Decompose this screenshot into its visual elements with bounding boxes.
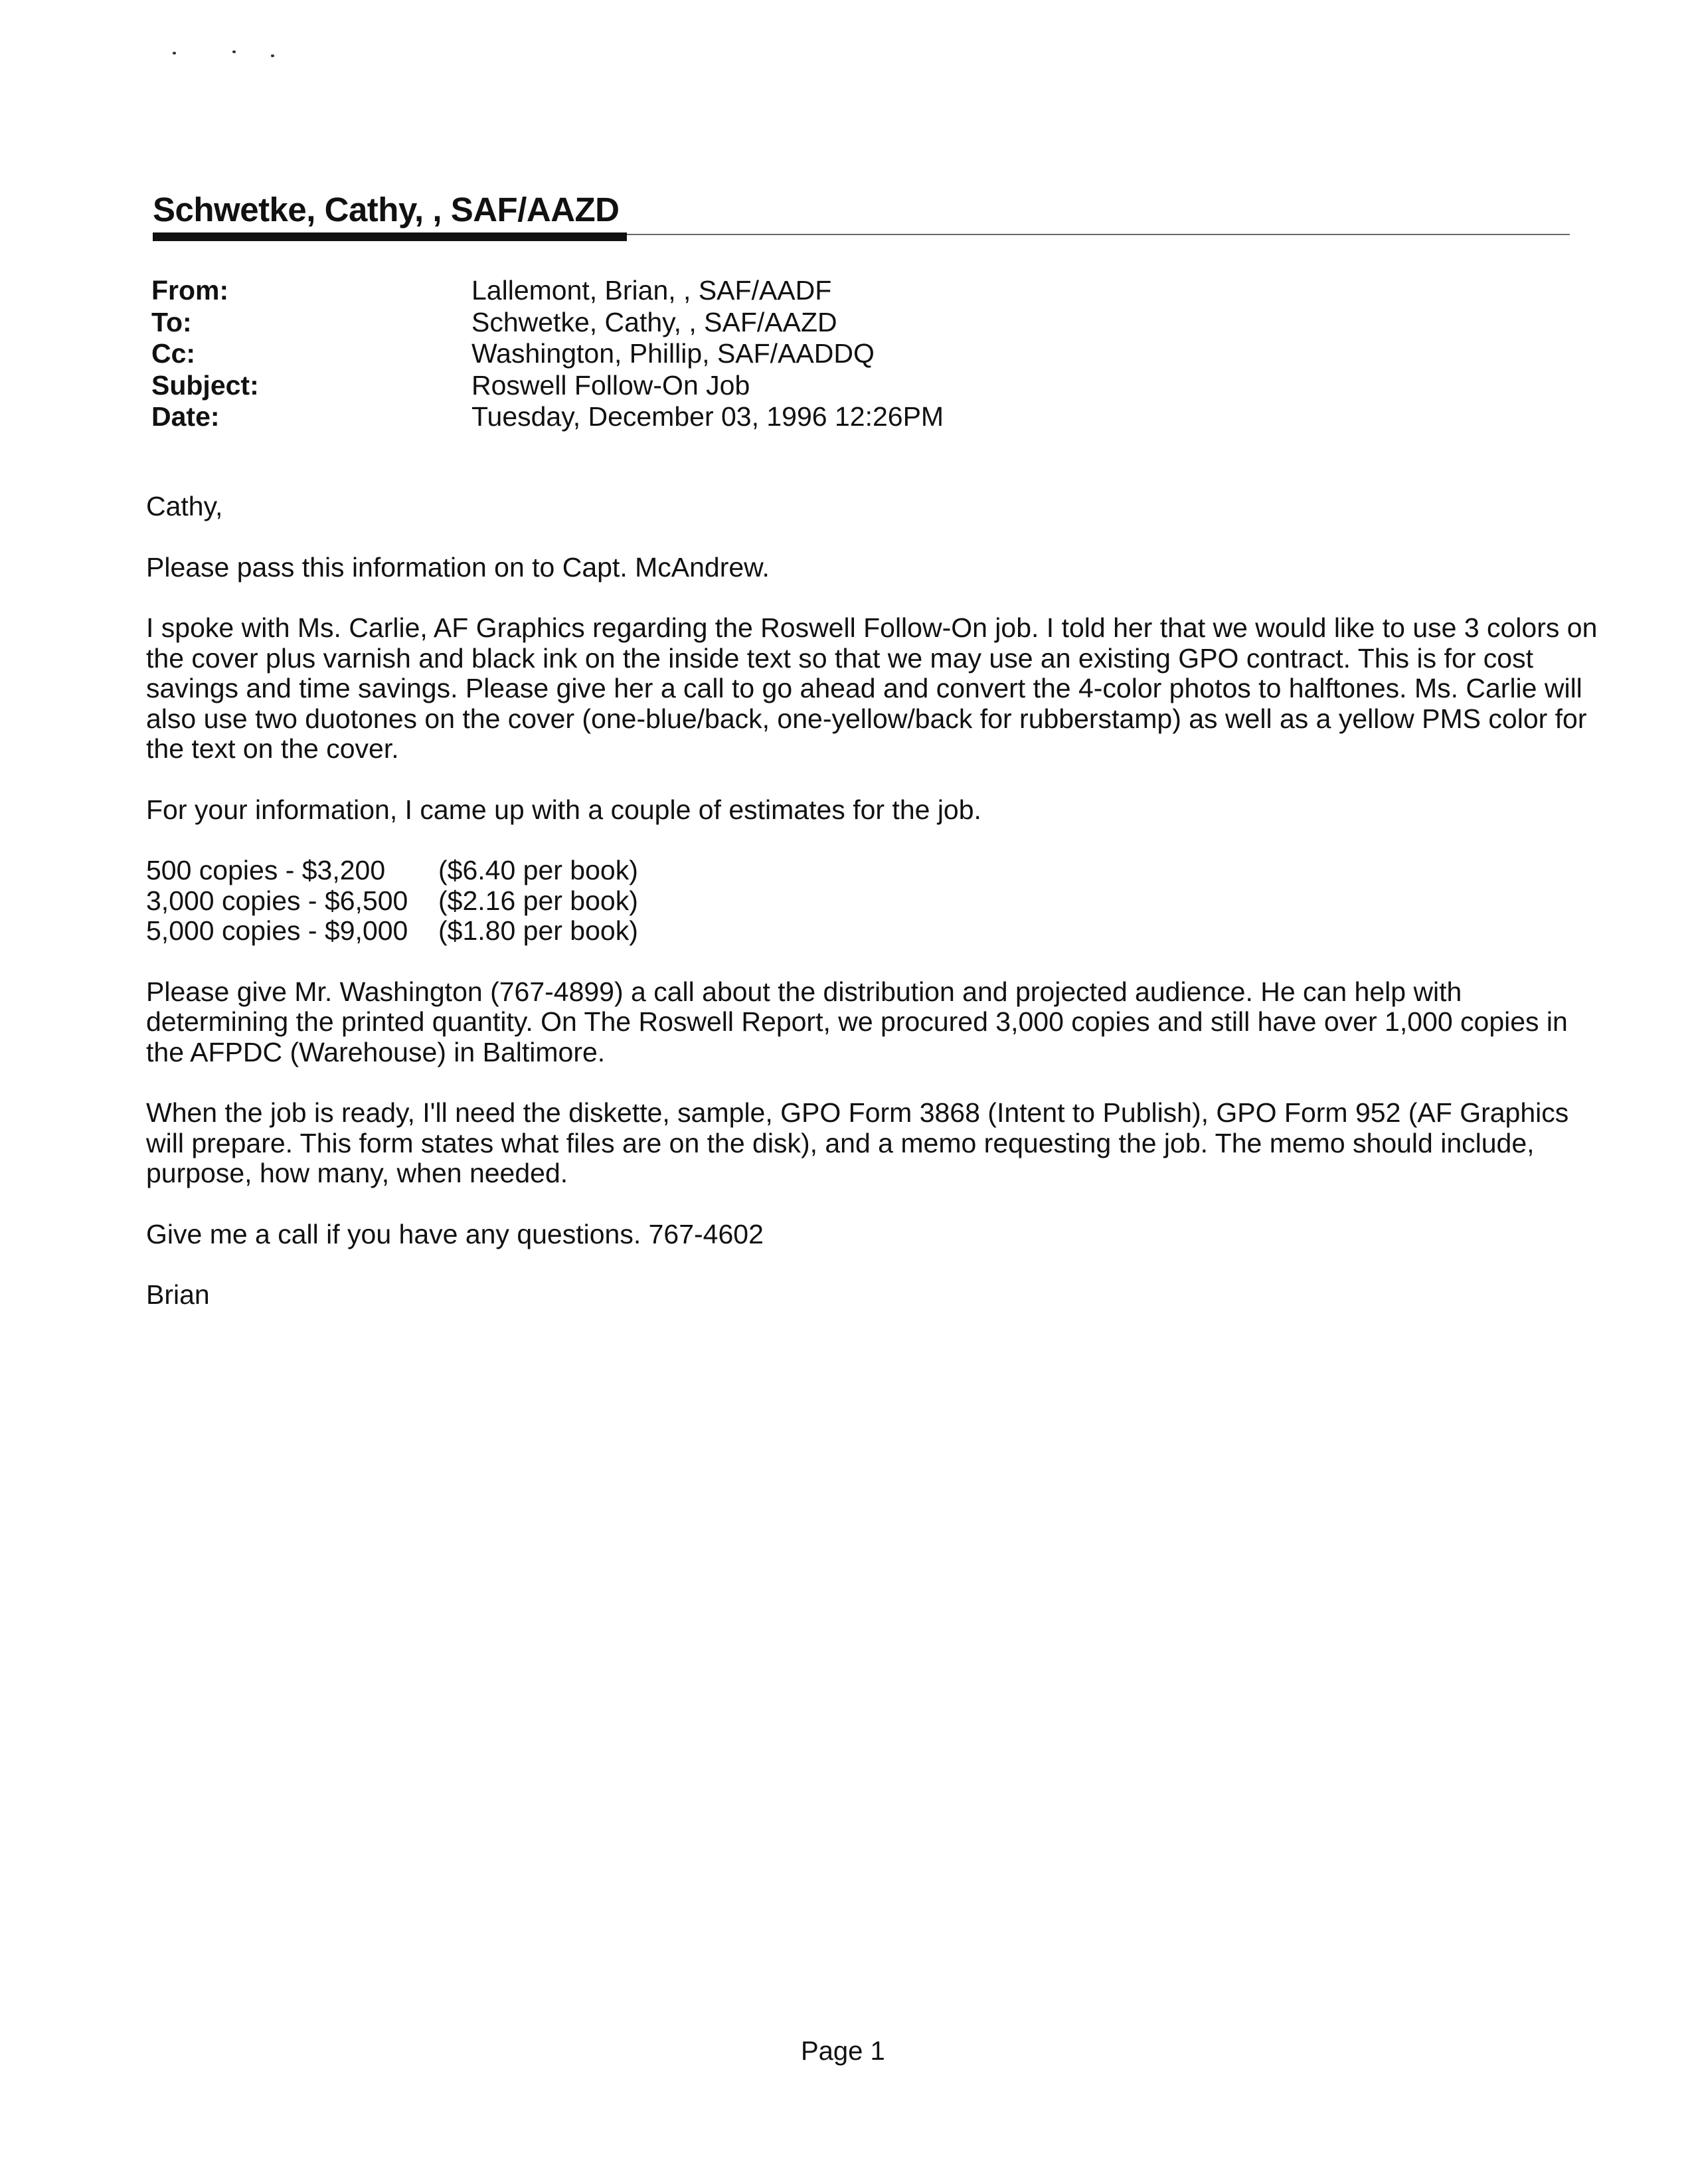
scan-artifacts (166, 46, 299, 66)
estimates-list (146, 856, 1607, 947)
email-header-block (151, 275, 944, 433)
date-label: Date: (151, 401, 220, 432)
body-paragraph: When the job is ready, I'll need the diskette, sample, GPO Form 3868 (Intent to Publish), GPO Form 952 (AF Graphics will prepare. This form states what files are on the disk), and a memo requesting the job. The memo should include, purpose, how many, when needed. (146, 1097, 1569, 1188)
mailbox-owner-title: Schwetke, Cathy, , SAF/AAZD (153, 191, 620, 228)
body-paragraph: Please pass this information on to Capt. McAndrew. (146, 551, 770, 583)
estimate-per-book: ($2.16 per book) (438, 885, 638, 916)
estimate-per-book: ($6.40 per book) (438, 855, 638, 885)
email-body (146, 492, 1607, 1341)
from-label: From: (151, 275, 229, 306)
estimate-quantity: 3,000 copies - $6,500 (146, 885, 408, 916)
scan-speck (232, 50, 236, 53)
cc-value: Washington, Phillip, SAF/AADDQ (471, 338, 875, 369)
scan-speck (173, 52, 176, 54)
to-label: To: (151, 306, 192, 337)
page-number: Page 1 (801, 2037, 885, 2066)
date-value: Tuesday, December 03, 1996 12:26PM (471, 401, 944, 432)
scan-speck (271, 54, 274, 57)
estimate-quantity: 500 copies - $3,200 (146, 855, 386, 885)
to-value: Schwetke, Cathy, , SAF/AAZD (471, 306, 837, 337)
title-divider-rule (627, 234, 1570, 235)
subject-value: Roswell Follow-On Job (471, 369, 750, 401)
estimate-quantity: 5,000 copies - $9,000 (146, 915, 408, 946)
greeting: Cathy, (146, 491, 223, 521)
body-paragraph: For your information, I came up with a couple of estimates for the job. (146, 794, 981, 825)
subject-label: Subject: (151, 369, 259, 401)
from-value: Lallemont, Brian, , SAF/AADF (471, 275, 832, 306)
estimate-per-book: ($1.80 per book) (438, 915, 638, 946)
title-underline-bar (153, 232, 627, 241)
body-paragraph: I spoke with Ms. Carlie, AF Graphics regarding the Roswell Follow-On job. I told her that we would like to use 3 colors on the cover plus varnish and black ink on the inside text so that we may use an existing GPO contract. This is for cost savings and time savings. Please give her a call to go ahead and convert the 4-color photos to halftones. Ms. Carlie will also use two duotones on the cover (one-blue/back, one-yellow/back for rubberstamp) as well as a yellow PMS color for the text on the cover. (146, 612, 1598, 764)
signature: Brian (146, 1279, 210, 1310)
body-paragraph: Please give Mr. Washington (767-4899) a call about the distribution and projected audience. He can help with determining the printed quantity. On The Roswell Report, we procured 3,000 copies and still have over 1,000 copies in the AFPDC (Warehouse) in Baltimore. (146, 976, 1568, 1067)
cc-label: Cc: (151, 338, 196, 369)
body-paragraph: Give me a call if you have any questions. 767-4602 (146, 1218, 764, 1249)
